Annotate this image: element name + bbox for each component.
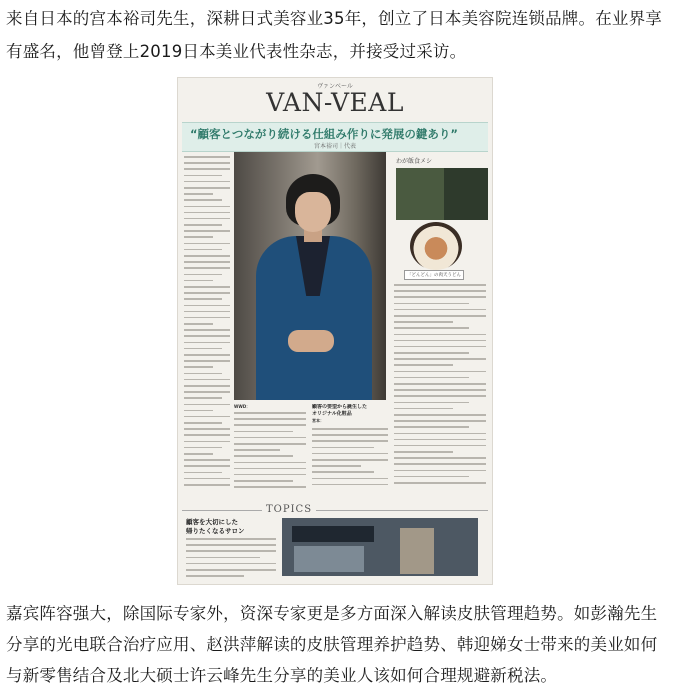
interview-portrait-photo	[234, 152, 386, 400]
salon-storefront-photo	[282, 518, 478, 576]
topics-divider	[182, 510, 488, 511]
interview-answer-label: 宮本：	[312, 418, 324, 423]
magazine-side-heading: わが飯食メシ	[396, 158, 433, 165]
magazine-scan	[178, 78, 492, 584]
text-lines	[312, 428, 388, 490]
magazine-headline-band	[182, 122, 488, 152]
text-lines	[234, 412, 306, 492]
magazine-text-column-middle-right	[312, 404, 388, 498]
food-caption: 「どんどん」の肉天うどん	[404, 270, 464, 280]
udon-bowl-photo	[410, 222, 462, 270]
topic-text-column	[186, 538, 276, 582]
magazine-brand-kana: ヴァンベール	[317, 83, 353, 90]
text-lines	[186, 538, 276, 581]
interview-question-label: WWD：	[234, 404, 251, 409]
topic-heading: 顧客を大切にした 帰りたくなるサロン	[186, 518, 245, 535]
magazine-text-column-right	[394, 284, 486, 494]
text-lines	[394, 284, 486, 488]
magazine-text-column-middle	[234, 404, 306, 498]
food-photo	[396, 168, 446, 220]
intro-paragraph: 来自日本的宫本裕司先生，深耕日式美容业35年，创立了日本美容院连锁品牌。在业界享有盛名，他曾登上2019日本美业代表性杂志，并接受过采访。	[6, 9, 662, 61]
magazine-headline: “顧客とつながり続ける仕組み作りに発展の鍵あり”	[190, 127, 458, 141]
topics-label: TOPICS	[262, 504, 316, 515]
article-subheading: 顧客の要望から誕生した オリジナル化粧品	[312, 404, 368, 417]
text-lines	[184, 156, 230, 490]
magazine-author: 宮本裕司｜代表	[314, 143, 357, 150]
magazine-text-column-left	[184, 156, 230, 496]
food-photo	[444, 168, 488, 220]
outro-paragraph: 嘉宾阵容强大，除国际专家外，资深专家更是多方面深入解读皮肤管理趋势。如彭瀚先生分享的光电联合治疗应用、赵洪萍解读的皮肤管理养护趋势、韩迎娣女士带来的美业如何与新零售结合及北大硕士许云峰先生分享的美业人该如何合理规避新税法。	[6, 604, 658, 685]
magazine-brand-title: VAN-VEAL	[266, 88, 404, 117]
